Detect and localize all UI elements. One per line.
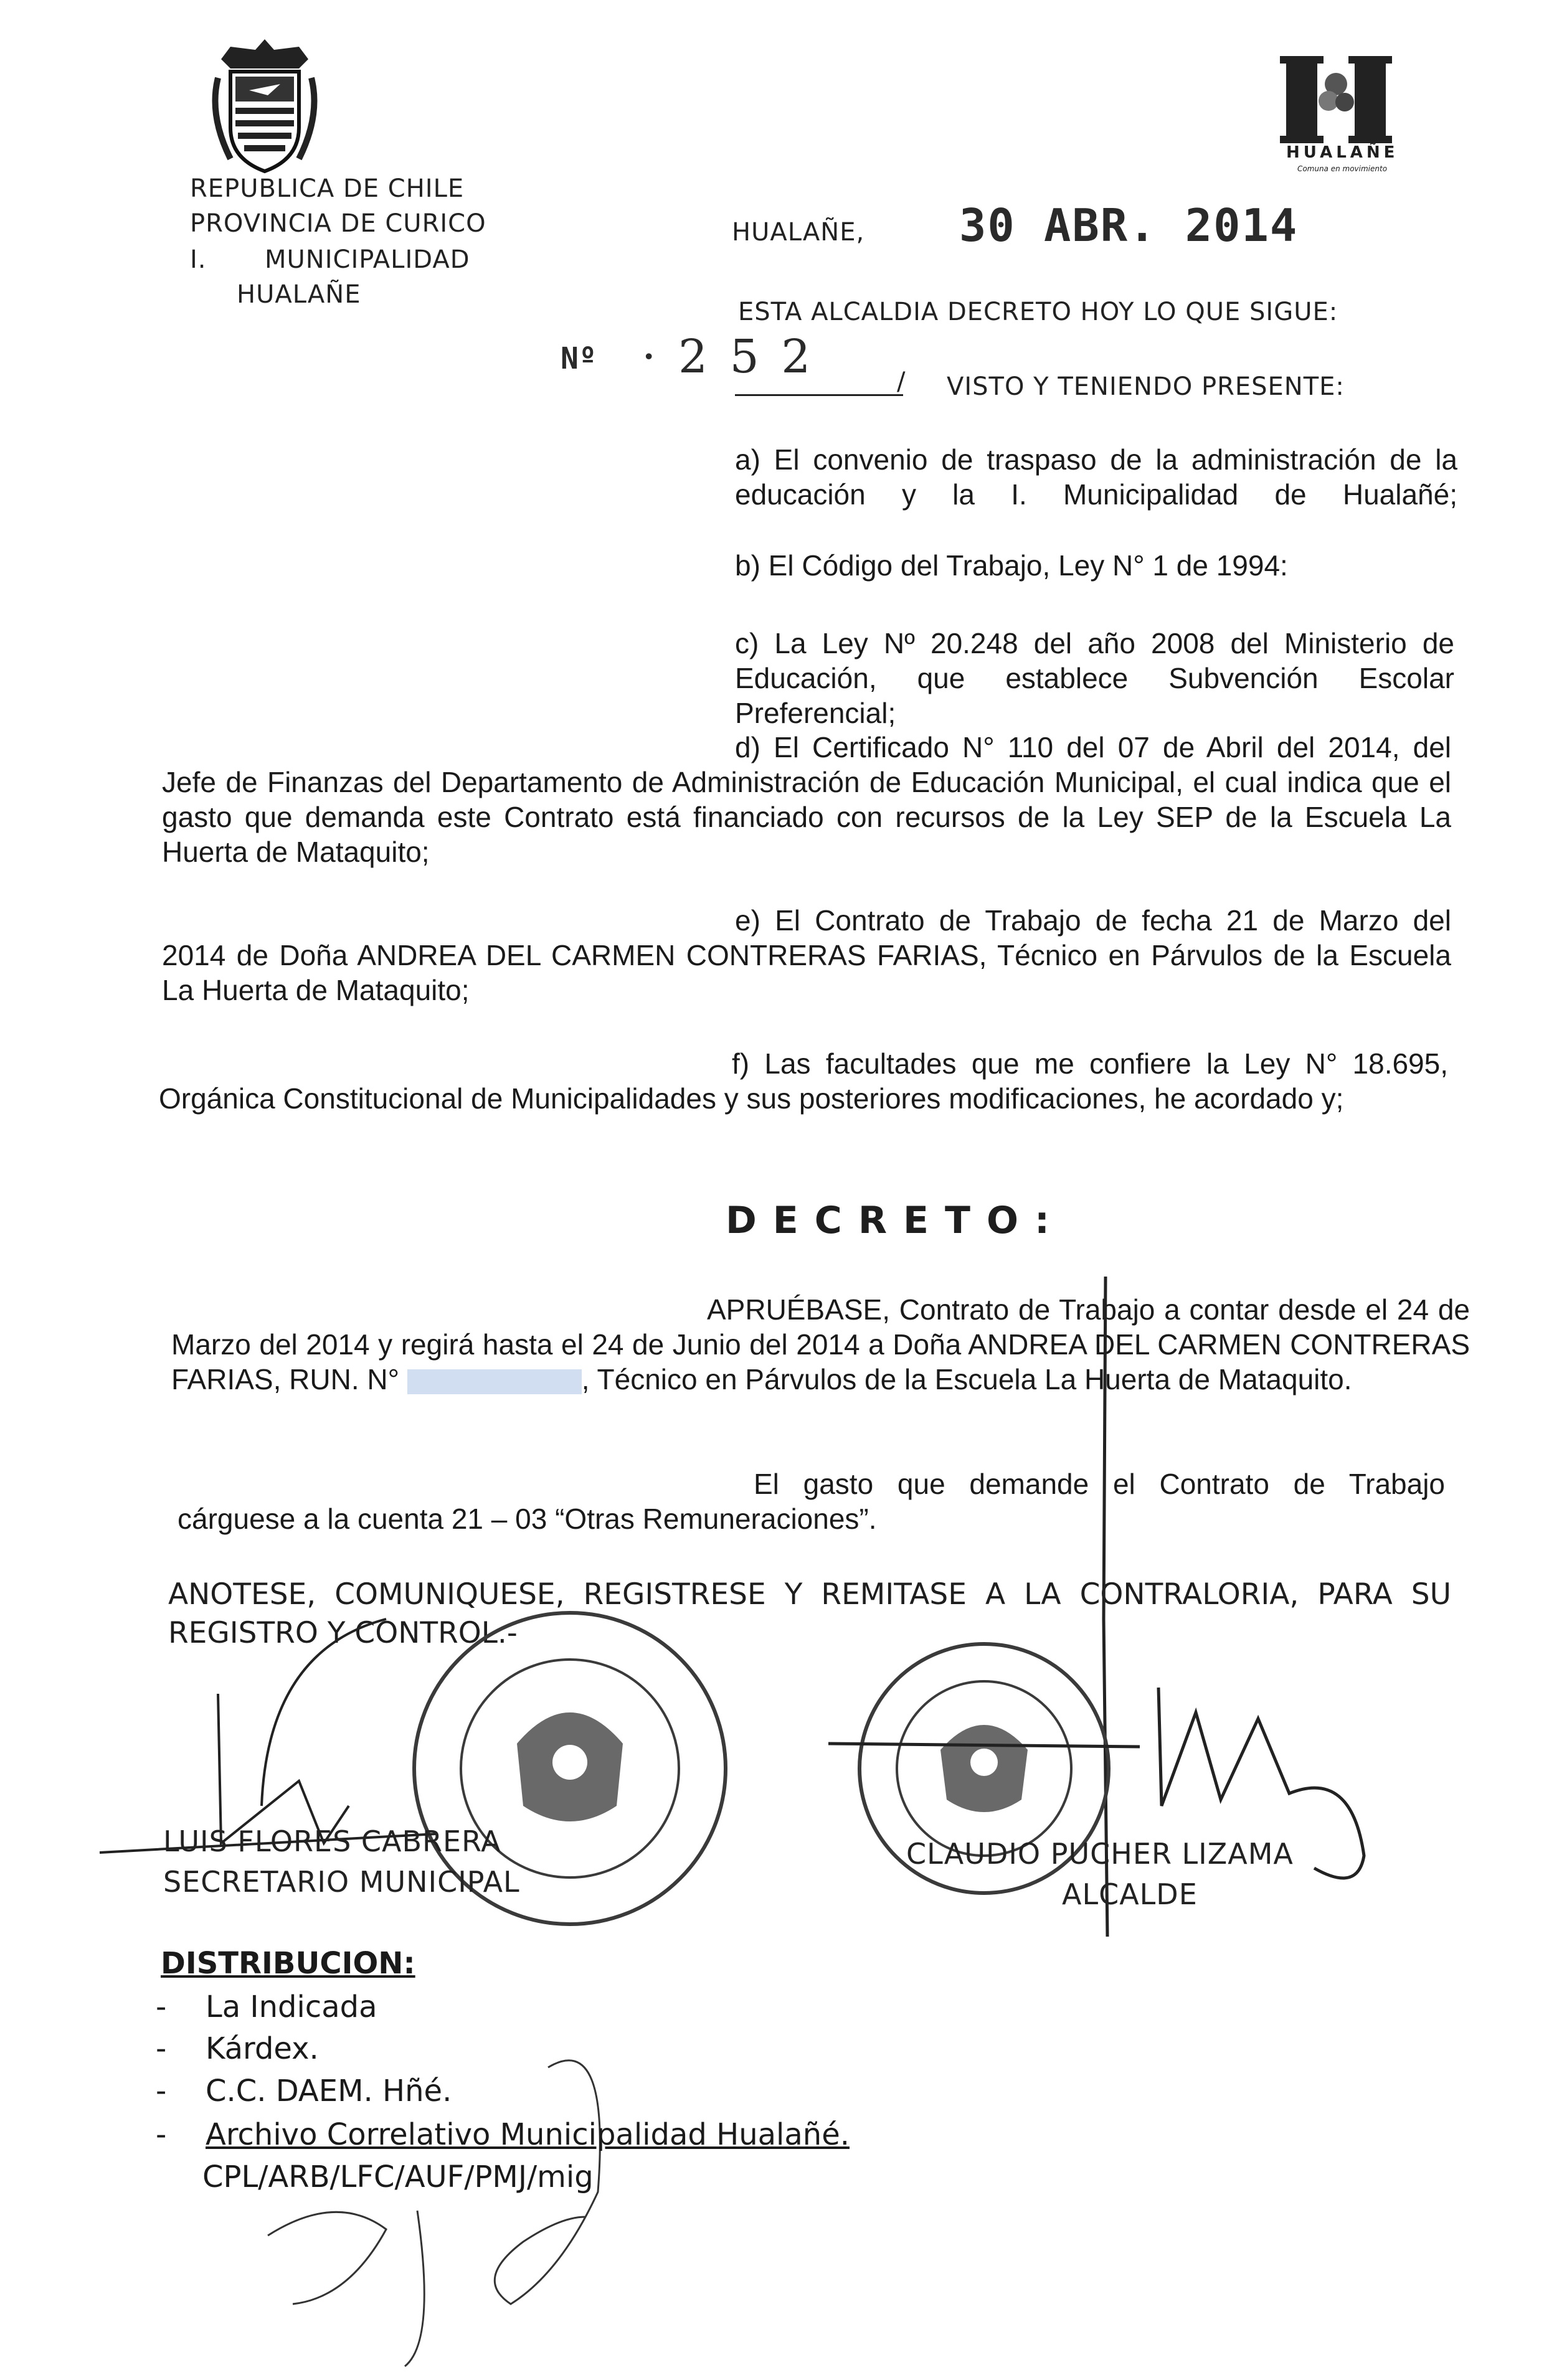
place-label: HUALAÑE, (732, 218, 865, 247)
consideration-f-text: f) Las facultades que me confiere la Ley N° 18.695, Orgánica Constitucional de Municipalidades y sus posteriores modificaciones, he acordado y; (159, 1047, 1448, 1115)
header-city: HUALAÑE (237, 280, 361, 309)
header-municipality-prefix: I. (190, 245, 207, 274)
intro-line-1: ESTA ALCALDIA DECRETO HOY LO QUE SIGUE: (738, 298, 1338, 326)
mayor-name: CLAUDIO PUCHER LIZAMA (906, 1837, 1294, 1871)
logo-tagline: Comuna en movimiento (1297, 164, 1388, 173)
distribution-title: DISTRIBUCION: (161, 1946, 415, 1981)
consideration-a-text: a) El convenio de traspaso de la administración de la educación y la I. Municipalidad de Hualañé; (735, 443, 1457, 511)
secretary-signature (100, 1619, 436, 1853)
date-stamp: 30 ABR. 2014 (959, 199, 1299, 252)
consideration-e-text: e) El Contrato de Trabajo de fecha 21 de Marzo del 2014 de Doña ANDREA DEL CARMEN CONTRERAS FARIAS, Técnico en Párvulos de la Escuela La Huerta de Mataquito; (162, 904, 1451, 1006)
distribution-initials: CPL/ARB/LFC/AUF/PMJ/mig (202, 2160, 594, 2194)
logo-name: HUALAÑE (1286, 143, 1399, 162)
mayor-title: ALCALDE (1062, 1877, 1198, 1911)
resolution-expense-text: El gasto que demande el Contrato de Trabajo cárguese a la cuenta 21 – 03 “Otras Remuneraciones”. (178, 1468, 1445, 1535)
consideration-b: b) El Código del Trabajo, Ley N° 1 de 1994: (735, 549, 1288, 582)
consideration-c-text: c) La Ley Nº 20.248 del año 2008 del Ministerio de Educación, que establece Subvención Escolar Preferencial; (735, 627, 1454, 729)
slash-mark: / (897, 367, 906, 396)
consideration-d-text: d) El Certificado N° 110 del 07 de Abril del 2014, del Jefe de Finanzas del Departamento de Administración de Educación Municipal, el cual indica que el gasto que demanda este Contrato está financiado con recursos de la Ley SEP de la Escuela La Huerta de Mataquito; (162, 731, 1451, 868)
intro-line-2: VISTO Y TENIENDO PRESENTE: (947, 372, 1345, 401)
header-province: PROVINCIA DE CURICO (190, 209, 486, 238)
resolution-approve-text-2: , Técnico en Párvulos de la Escuela La Huerta de Mataquito. (581, 1363, 1352, 1395)
resolution-closing-text: ANOTESE, COMUNIQUESE, REGISTRESE Y REMITASE A LA CONTRALORIA, PARA SU REGISTRO Y CONTROL.- (168, 1577, 1451, 1650)
secretary-name: LUIS FLORES CABRERA (163, 1825, 501, 1858)
decree-title: DECRETO: (726, 1199, 1066, 1242)
secretary-title: SECRETARIO MUNICIPAL (163, 1865, 520, 1899)
decree-number-symbol: Nº (561, 341, 597, 376)
header-municipality: MUNICIPALIDAD (265, 245, 470, 274)
resolution-approve-text: APRUÉBASE, Contrato de Trabajo a contar desde el 24 de Marzo del 2014 y regirá hasta el 24 de Junio del 2014 a Doña ANDREA DEL CARMEN CONTRERAS FARIAS, RUN. N° (171, 1293, 1470, 1395)
decree-number: · 2 5 2 (642, 330, 815, 384)
header-country: REPUBLICA DE CHILE (190, 174, 465, 203)
